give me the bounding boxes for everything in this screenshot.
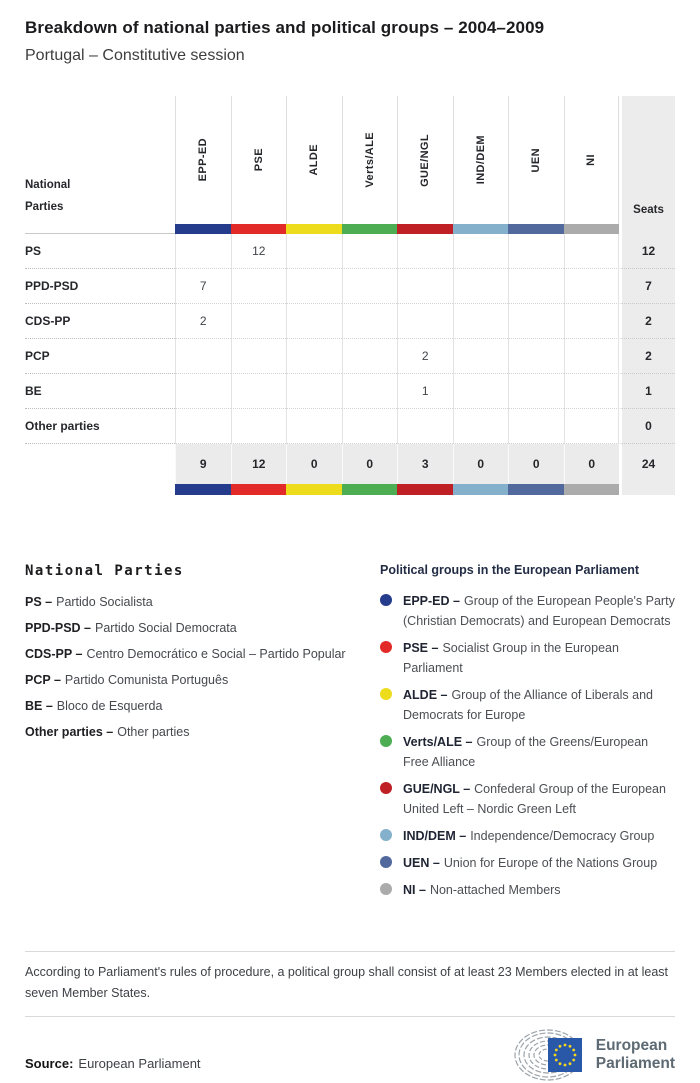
legend-item <box>25 672 380 688</box>
group-color-bar <box>564 224 620 234</box>
group-color-dot-icon <box>380 883 392 895</box>
total-cell: 0 <box>453 444 509 484</box>
table-cell <box>286 409 342 444</box>
legend-item <box>25 698 380 714</box>
group-color-bar <box>286 224 342 234</box>
group-abbr: ALDE – <box>403 688 448 702</box>
group-color-bar <box>453 484 509 495</box>
table-cell <box>453 374 509 409</box>
totals-spacer <box>25 444 175 484</box>
table-cell <box>453 339 509 374</box>
page-title: Breakdown of national parties and political groups – 2004–2009 <box>25 18 545 37</box>
group-color-dot-icon <box>380 782 392 794</box>
group-color-bar <box>231 484 287 495</box>
source-label: Source: <box>25 1055 74 1071</box>
table-cell <box>231 374 287 409</box>
national-parties-legend <box>25 563 380 907</box>
legend-item <box>380 591 675 631</box>
table-cell <box>564 269 620 304</box>
table-cell <box>397 409 453 444</box>
table-cell <box>564 234 620 269</box>
national-parties-legend-heading: National Parties <box>25 563 184 579</box>
table-cell <box>508 269 564 304</box>
legend-section <box>25 563 675 907</box>
footnote: According to Parliament's rules of procedure, a political group shall consist of at least 23 Members elected in at least seven Member States. <box>25 951 675 1016</box>
group-color-dot-icon <box>380 688 392 700</box>
group-name: Group of the European People's Party (Christian Democrats) and European Democrats <box>403 594 675 628</box>
row-label: BE <box>25 374 175 409</box>
table-cell <box>231 269 287 304</box>
table-cell <box>453 304 509 339</box>
logo-text-line1: European <box>595 1037 668 1054</box>
legend-item <box>380 853 675 873</box>
source-line <box>25 1056 201 1071</box>
table-cell <box>342 339 398 374</box>
group-color-dot-icon <box>380 856 392 868</box>
seats-cell: 12 <box>619 234 675 269</box>
table-cell <box>508 339 564 374</box>
group-name: Non-attached Members <box>429 883 561 897</box>
total-cell: 0 <box>286 444 342 484</box>
legend-item <box>380 685 675 725</box>
table-cell <box>175 374 231 409</box>
table-cell: 12 <box>231 234 287 269</box>
group-color-bar <box>342 224 398 234</box>
table-cell <box>453 234 509 269</box>
party-abbr: PCP – <box>25 673 61 687</box>
table-cell <box>397 304 453 339</box>
table-cell <box>231 339 287 374</box>
table-cell <box>564 304 620 339</box>
group-abbr: EPP-ED – <box>403 594 460 608</box>
seats-cell: 2 <box>619 304 675 339</box>
column-header-ind-dem <box>453 96 509 224</box>
bottom-bar-spacer <box>25 484 175 495</box>
political-groups-legend-heading: Political groups in the European Parliament <box>380 563 640 577</box>
legend-item <box>25 620 380 636</box>
total-cell: 3 <box>397 444 453 484</box>
column-header-label: EPP-ED <box>197 138 210 182</box>
table-cell <box>508 234 564 269</box>
group-color-bar <box>342 484 398 495</box>
group-abbr: GUE/NGL – <box>403 782 471 796</box>
group-color-bar <box>564 484 620 495</box>
party-abbr: CDS-PP – <box>25 647 83 661</box>
total-cell: 12 <box>231 444 287 484</box>
corner-header-line2: Parties <box>25 201 64 213</box>
group-name: Socialist Group in the European Parliament <box>403 641 619 675</box>
corner-header <box>25 96 175 224</box>
column-header-label: NI <box>585 154 598 166</box>
political-groups-legend <box>380 563 675 907</box>
table-cell <box>453 409 509 444</box>
party-abbr: PPD-PSD – <box>25 621 91 635</box>
group-color-dot-icon <box>380 829 392 841</box>
party-name: Bloco de Esquerda <box>56 699 163 713</box>
total-cell: 0 <box>564 444 620 484</box>
legend-item <box>380 779 675 819</box>
table-cell: 7 <box>175 269 231 304</box>
table-cell: 2 <box>175 304 231 339</box>
group-name: Union for Europe of the Nations Group <box>443 856 658 870</box>
group-color-bar <box>231 224 287 234</box>
table-cell <box>231 304 287 339</box>
column-header-alde <box>286 96 342 224</box>
legend-item <box>25 594 380 610</box>
european-parliament-logo <box>514 1027 675 1083</box>
footer <box>25 1016 675 1083</box>
total-cell: 0 <box>508 444 564 484</box>
seats-bottom-spacer <box>619 484 675 495</box>
seats-cell: 2 <box>619 339 675 374</box>
legend-item <box>380 732 675 772</box>
column-header-uen <box>508 96 564 224</box>
column-header-label: PSE <box>252 148 265 172</box>
total-cell: 9 <box>175 444 231 484</box>
row-label: PS <box>25 234 175 269</box>
total-cell: 0 <box>342 444 398 484</box>
group-color-bar <box>397 484 453 495</box>
table-cell <box>508 409 564 444</box>
group-color-bar <box>397 224 453 234</box>
hemicycle-icon <box>514 1027 590 1083</box>
group-color-dot-icon <box>380 641 392 653</box>
group-color-bar <box>508 484 564 495</box>
total-seats-cell: 24 <box>619 444 675 484</box>
column-header-ni <box>564 96 620 224</box>
page-subtitle: Portugal – Constitutive session <box>25 47 245 64</box>
party-abbr: Other parties – <box>25 725 114 739</box>
group-abbr: Verts/ALE – <box>403 735 473 749</box>
table-cell <box>175 339 231 374</box>
group-name: Confederal Group of the European United Left – Nordic Green Left <box>403 782 666 816</box>
table-cell <box>564 409 620 444</box>
group-abbr: IND/DEM – <box>403 829 467 843</box>
table-cell <box>453 269 509 304</box>
party-name: Partido Socialista <box>56 595 153 609</box>
logo-text-line2: Parliament <box>595 1055 675 1072</box>
column-header-pse <box>231 96 287 224</box>
legend-item <box>380 880 675 900</box>
group-color-bar <box>286 484 342 495</box>
table-cell <box>342 374 398 409</box>
table-cell <box>397 269 453 304</box>
group-color-bar <box>175 224 231 234</box>
column-header-label: IND/DEM <box>474 135 487 185</box>
header-bar-spacer <box>25 224 175 234</box>
party-name: Partido Comunista Português <box>64 673 229 687</box>
logo-text <box>596 1037 675 1073</box>
group-abbr: PSE – <box>403 641 439 655</box>
table-cell <box>564 374 620 409</box>
corner-header-line1: National <box>25 179 71 191</box>
table-cell <box>508 304 564 339</box>
group-name: Independence/Democracy Group <box>470 829 655 843</box>
row-label: Other parties <box>25 409 175 444</box>
row-label: PCP <box>25 339 175 374</box>
table-cell <box>397 234 453 269</box>
table-cell <box>175 409 231 444</box>
group-color-bar <box>175 484 231 495</box>
table-cell <box>342 409 398 444</box>
legend-item <box>380 638 675 678</box>
group-abbr: UEN – <box>403 856 440 870</box>
party-name: Centro Democrático e Social – Partido Popular <box>86 647 346 661</box>
party-name: Partido Social Democrata <box>95 621 237 635</box>
seats-header: Seats <box>619 96 675 224</box>
group-color-bar <box>508 224 564 234</box>
table-cell <box>342 234 398 269</box>
row-label: PPD-PSD <box>25 269 175 304</box>
row-label: CDS-PP <box>25 304 175 339</box>
seats-bar-spacer <box>619 224 675 234</box>
seats-table <box>25 96 675 495</box>
party-name: Other parties <box>117 725 190 739</box>
column-header-gue-ngl <box>397 96 453 224</box>
legend-item <box>25 724 380 740</box>
table-cell <box>286 304 342 339</box>
column-header-label: UEN <box>530 147 543 173</box>
table-cell <box>231 409 287 444</box>
group-abbr: NI – <box>403 883 426 897</box>
group-color-bar <box>453 224 509 234</box>
seats-cell: 1 <box>619 374 675 409</box>
group-name: Group of the Alliance of Liberals and Democrats for Europe <box>403 688 653 722</box>
group-color-dot-icon <box>380 735 392 747</box>
seats-cell: 7 <box>619 269 675 304</box>
table-cell <box>286 234 342 269</box>
column-header-label: ALDE <box>308 144 321 176</box>
table-cell <box>342 269 398 304</box>
table-cell <box>286 269 342 304</box>
party-abbr: BE – <box>25 699 53 713</box>
column-header-label: Verts/ALE <box>363 132 376 188</box>
table-cell: 1 <box>397 374 453 409</box>
group-color-dot-icon <box>380 594 392 606</box>
table-cell <box>286 374 342 409</box>
column-header-epp-ed <box>175 96 231 224</box>
eu-flag-icon <box>548 1038 582 1072</box>
legend-item <box>25 646 380 662</box>
column-header-verts-ale <box>342 96 398 224</box>
table-cell <box>286 339 342 374</box>
table-cell <box>508 374 564 409</box>
source-value: European Parliament <box>78 1055 201 1071</box>
table-cell: 2 <box>397 339 453 374</box>
table-cell <box>342 304 398 339</box>
column-header-label: GUE/NGL <box>419 133 432 187</box>
legend-item <box>380 826 675 846</box>
table-cell <box>175 234 231 269</box>
party-abbr: PS – <box>25 595 53 609</box>
seats-cell: 0 <box>619 409 675 444</box>
table-cell <box>564 339 620 374</box>
group-name: Group of the Greens/European Free Alliance <box>403 735 649 769</box>
